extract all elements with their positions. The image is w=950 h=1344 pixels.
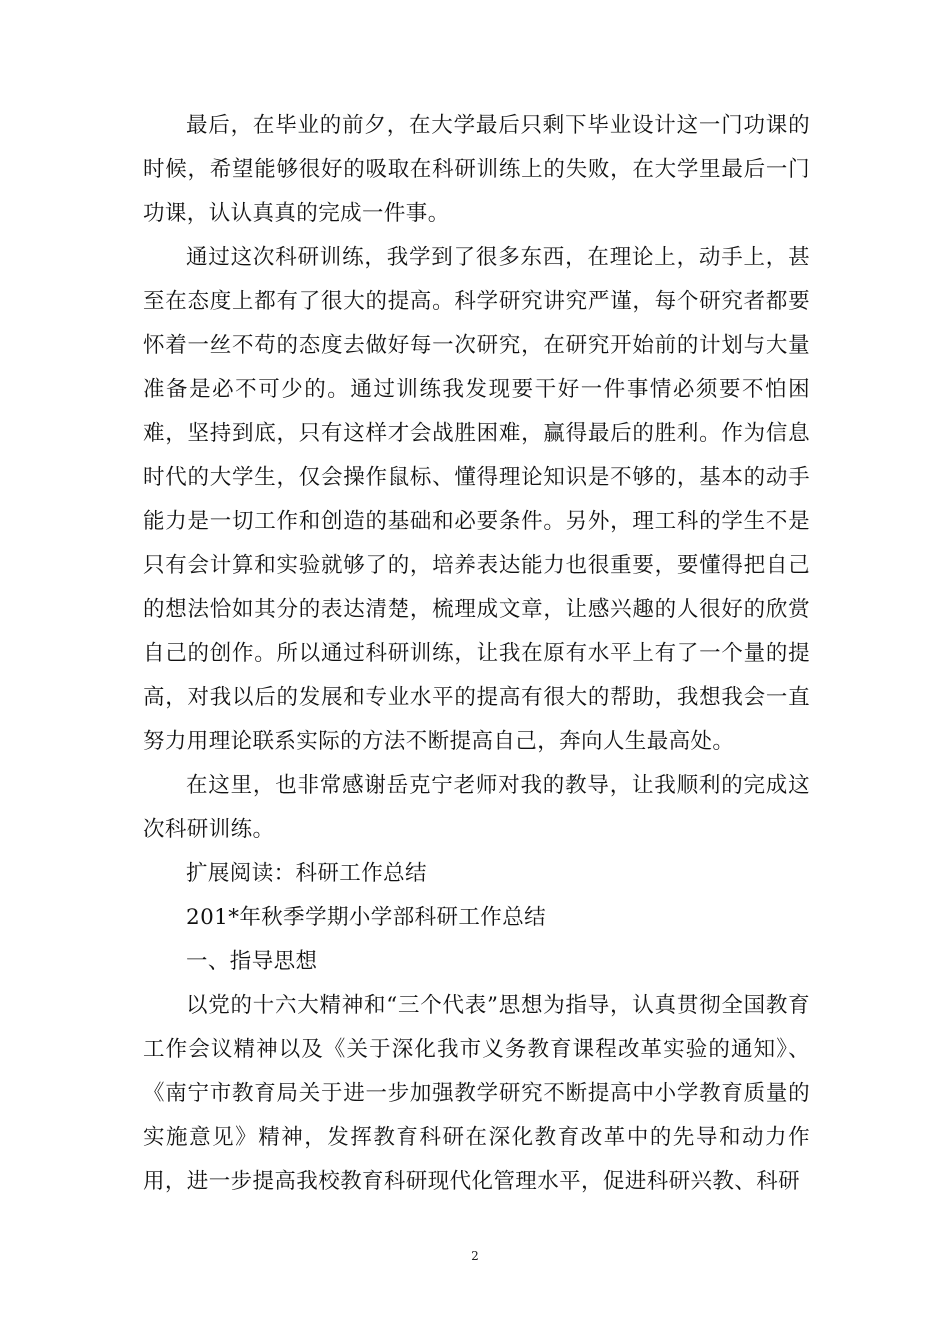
paragraph-thanks: 在这里，也非常感谢岳克宁老师对我的教导，让我顺利的完成这次科研训练。: [143, 773, 810, 842]
section-heading-guiding-ideology: 一、指导思想: [186, 949, 318, 974]
page-number: 2: [471, 1249, 479, 1263]
document-body: [143, 104, 810, 1204]
paragraph-conclusion: 最后，在毕业的前夕，在大学最后只剩下毕业设计这一门功课的时候，希望能够很好的吸取在科研训练上的失败，在大学里最后一门功课，认认真真的完成一件事。: [143, 113, 810, 226]
report-title: 201*年秋季学期小学部科研工作总结: [186, 905, 546, 930]
extended-reading-heading: 扩展阅读：科研工作总结: [186, 861, 427, 886]
paragraph-reflection: 通过这次科研训练，我学到了很多东西，在理论上，动手上，甚至在态度上都有了很大的提高。科学研究讲究严谨，每个研究者都要怀着一丝不苟的态度去做好每一次研究，在研究开始前的计划与大量准备是必不可少的。通过训练我发现要干好一件事情必须要不怕困难，坚持到底，只有这样才会战胜困难，赢得最后的胜利。作为信息时代的大学生，仅会操作鼠标、懂得理论知识是不够的，基本的动手能力是一切工作和创造的基础和必要条件。另外，理工科的学生不是只有会计算和实验就够了的，培养表达能力也很重要，要懂得把自己的想法恰如其分的表达清楚，梳理成文章，让感兴趣的人很好的欣赏自己的创作。所以通过科研训练，让我在原有水平上有了一个量的提高，对我以后的发展和专业水平的提高有很大的帮助，我想我会一直努力用理论联系实际的方法不断提高自己，奔向人生最高处。: [143, 245, 810, 754]
paragraph-guiding-ideology: 以党的十六大精神和“三个代表”思想为指导，认真贯彻全国教育工作会议精神以及《关于深化我市义务教育课程改革实验的通知》、《南宁市教育局关于进一步加强教学研究不断提高中小学教育质量的实施意见》精神，发挥教育科研在深化教育改革中的先导和动力作用，进一步提高我校教育科研现代化管理水平，促进科研兴教、科研: [143, 993, 810, 1194]
